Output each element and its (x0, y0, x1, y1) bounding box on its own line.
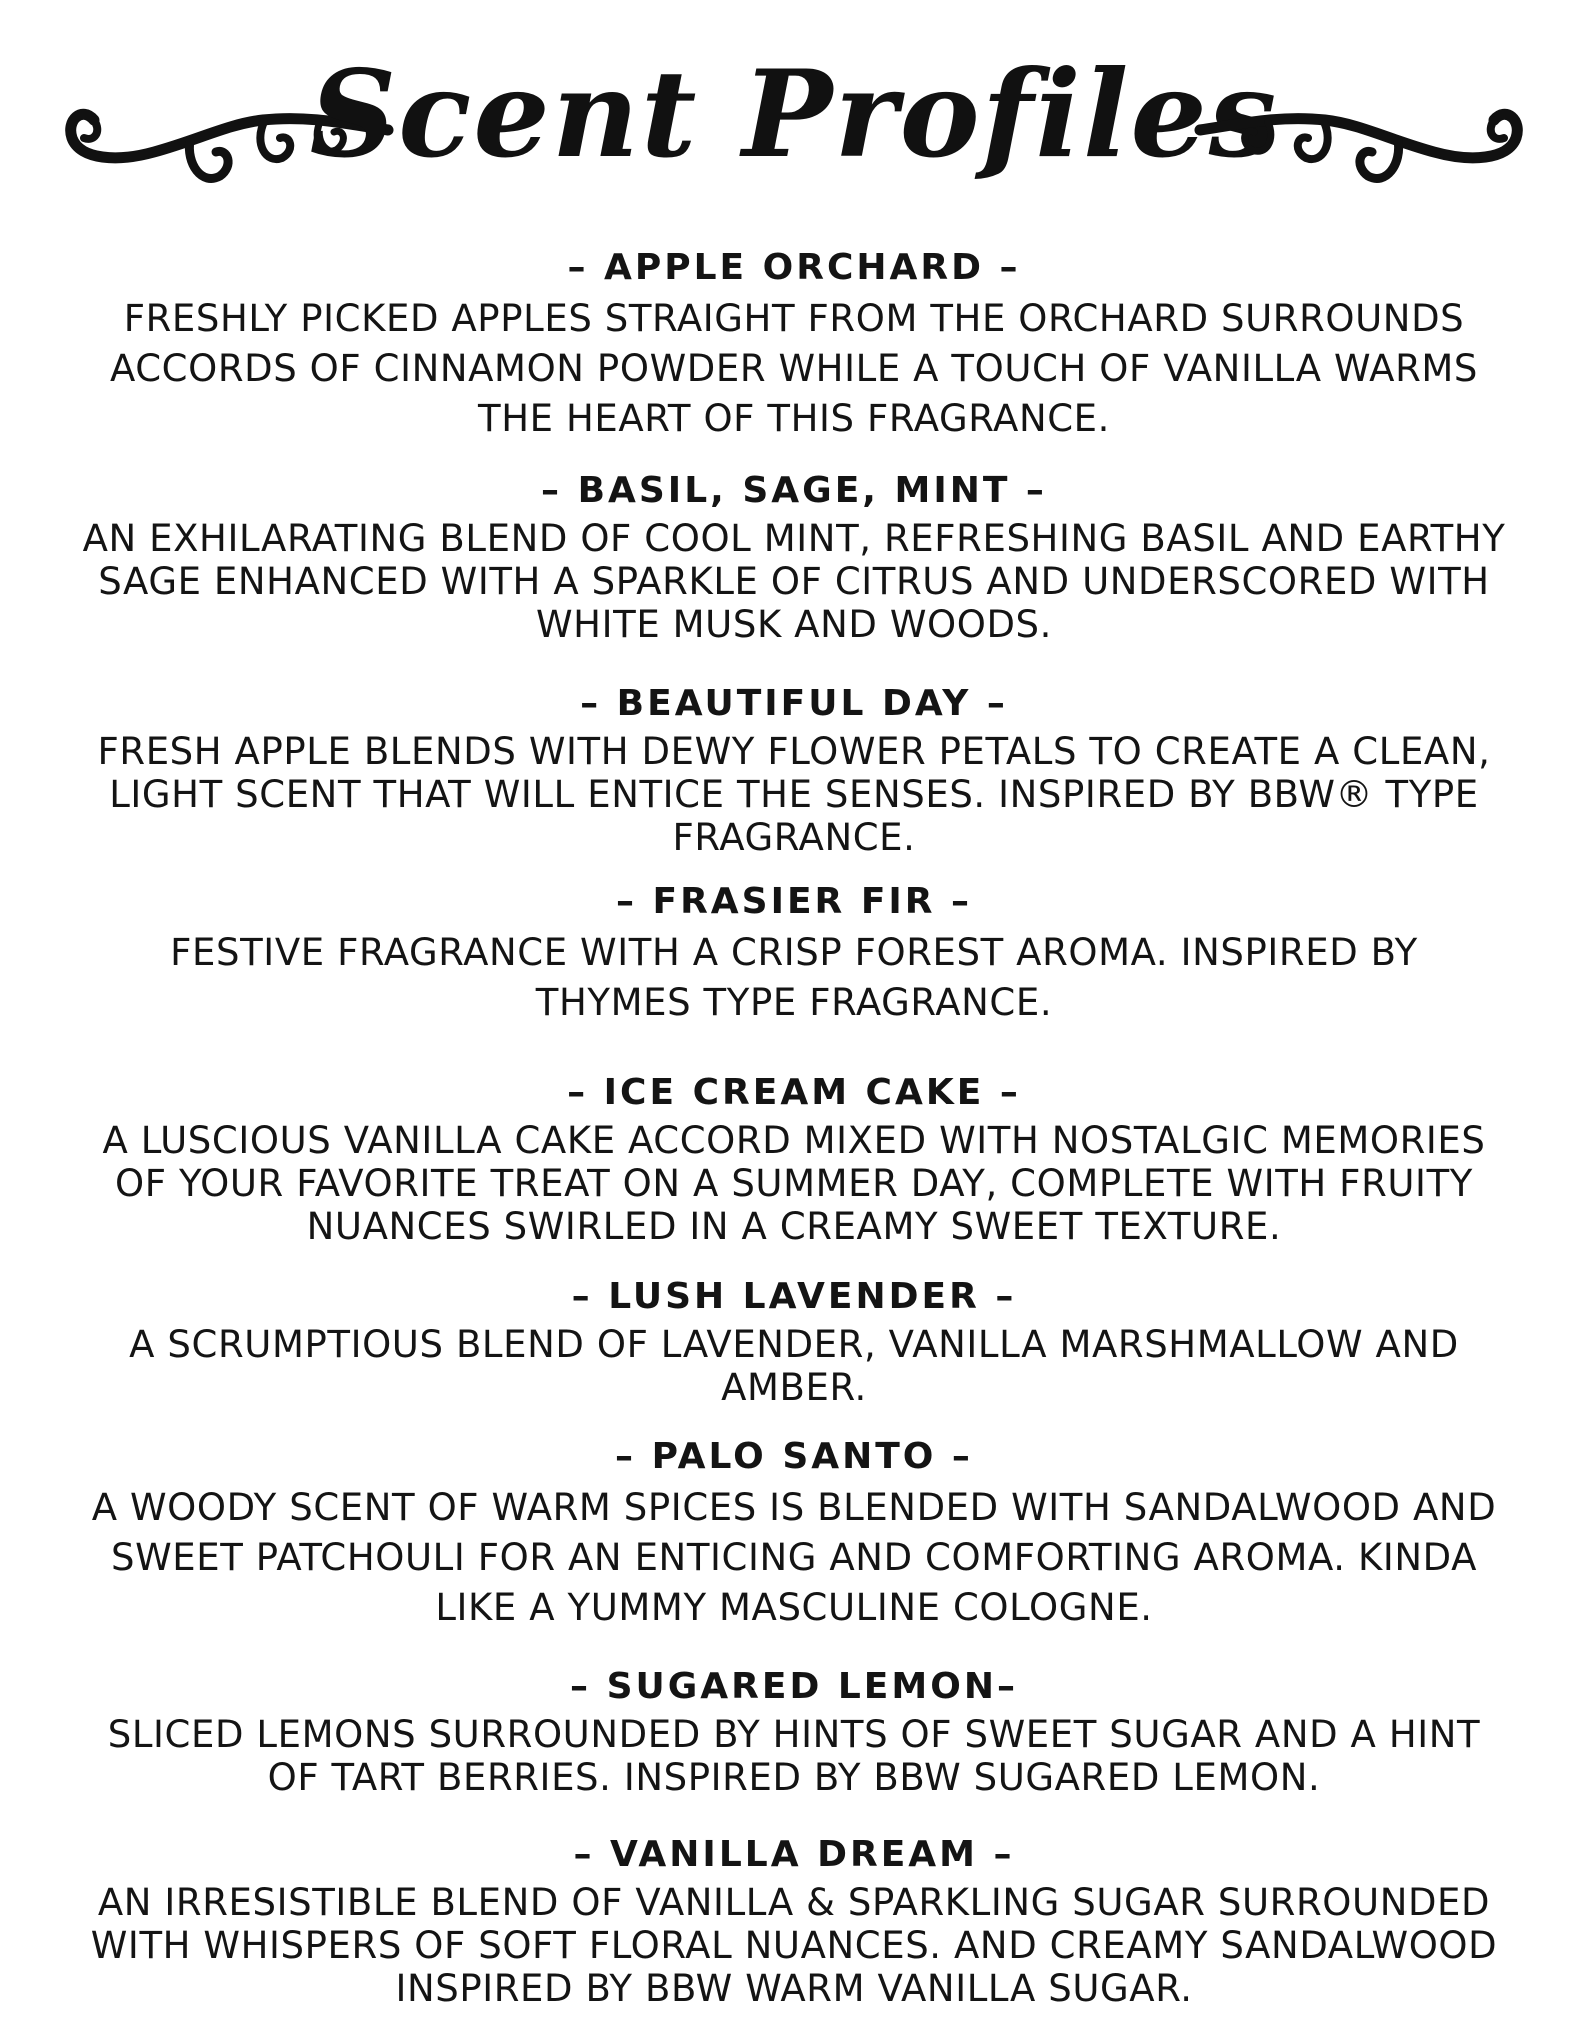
scent-name: – SUGARED LEMON– (570, 1666, 1018, 1707)
scent-entry-vanilla-dream (0, 1833, 1588, 2010)
scent-name: – FRASIER FIR – (615, 881, 973, 922)
scent-description: FRESH APPLE BLENDS WITH DEWY FLOWER PETALS TO CREATE A CLEAN, LIGHT SCENT THAT WILL ENTICE THE SENSES. INSPIRED BY BBW® TYPE FRAGRANCE. (97, 730, 1491, 859)
scent-description: FRESHLY PICKED APPLES STRAIGHT FROM THE ORCHARD SURROUNDS ACCORDS OF CINNAMON POWDER WHILE A TOUCH OF VANILLA WARMS THE HEART OF THIS FRAGRANCE. (109, 297, 1479, 440)
scent-name: – BEAUTIFUL DAY – (580, 683, 1008, 724)
scent-name: – PALO SANTO – (615, 1436, 973, 1477)
scent-description: FESTIVE FRAGRANCE WITH A CRISP FOREST AROMA. INSPIRED BY THYMES TYPE FRAGRANCE. (170, 931, 1418, 1024)
scent-name: – BASIL, SAGE, MINT – (541, 470, 1047, 511)
scent-entry-ice-cream-cake (0, 1071, 1588, 1248)
scent-entry-sugared-lemon (0, 1665, 1588, 1799)
right-swirl-flourish-icon (1190, 58, 1530, 208)
scent-name: – LUSH LAVENDER – (571, 1276, 1017, 1317)
scent-entry-basil-sage-mint (0, 469, 1588, 646)
scent-description: AN IRRESISTIBLE BLEND OF VANILLA & SPARKLING SUGAR SURROUNDED WITH WHISPERS OF SOFT FLORAL NUANCES. AND CREAMY SANDALWOOD INSPIRED BY BBW WARM VANILLA SUGAR. (90, 1881, 1498, 2010)
scent-entry-apple-orchard (0, 246, 1588, 444)
page-title: Scent Profiles (309, 44, 1279, 185)
scent-description: SLICED LEMONS SURROUNDED BY HINTS OF SWEET SUGAR AND A HINT OF TART BERRIES. INSPIRED BY BBW SUGARED LEMON. (107, 1713, 1481, 1799)
scent-description: A SCRUMPTIOUS BLEND OF LAVENDER, VANILLA MARSHMALLOW AND AMBER. (129, 1323, 1459, 1409)
scent-description: A WOODY SCENT OF WARM SPICES IS BLENDED WITH SANDALWOOD AND SWEET PATCHOULI FOR AN ENTICING AND COMFORTING AROMA. KINDA LIKE A YUMMY MASCULINE COLOGNE. (91, 1486, 1497, 1629)
scent-description: A LUSCIOUS VANILLA CAKE ACCORD MIXED WITH NOSTALGIC MEMORIES OF YOUR FAVORITE TREAT ON A SUMMER DAY, COMPLETE WITH FRUITY NUANCES SWIRLED IN A CREAMY SWEET TEXTURE. (102, 1119, 1486, 1248)
scent-entry-beautiful-day (0, 682, 1588, 859)
scent-entry-lush-lavender (0, 1275, 1588, 1409)
scent-name: – APPLE ORCHARD – (567, 247, 1021, 288)
scent-description: AN EXHILARATING BLEND OF COOL MINT, REFRESHING BASIL AND EARTHY SAGE ENHANCED WITH A SPARKLE OF CITRUS AND UNDERSCORED WITH WHITE MUSK AND WOODS. (82, 517, 1506, 646)
scent-name: – ICE CREAM CAKE – (567, 1072, 1021, 1113)
header (0, 18, 1588, 228)
scent-entry-palo-santo (0, 1435, 1588, 1633)
scent-name: – VANILLA DREAM – (573, 1834, 1015, 1875)
scent-entry-frasier-fir (0, 880, 1588, 1028)
